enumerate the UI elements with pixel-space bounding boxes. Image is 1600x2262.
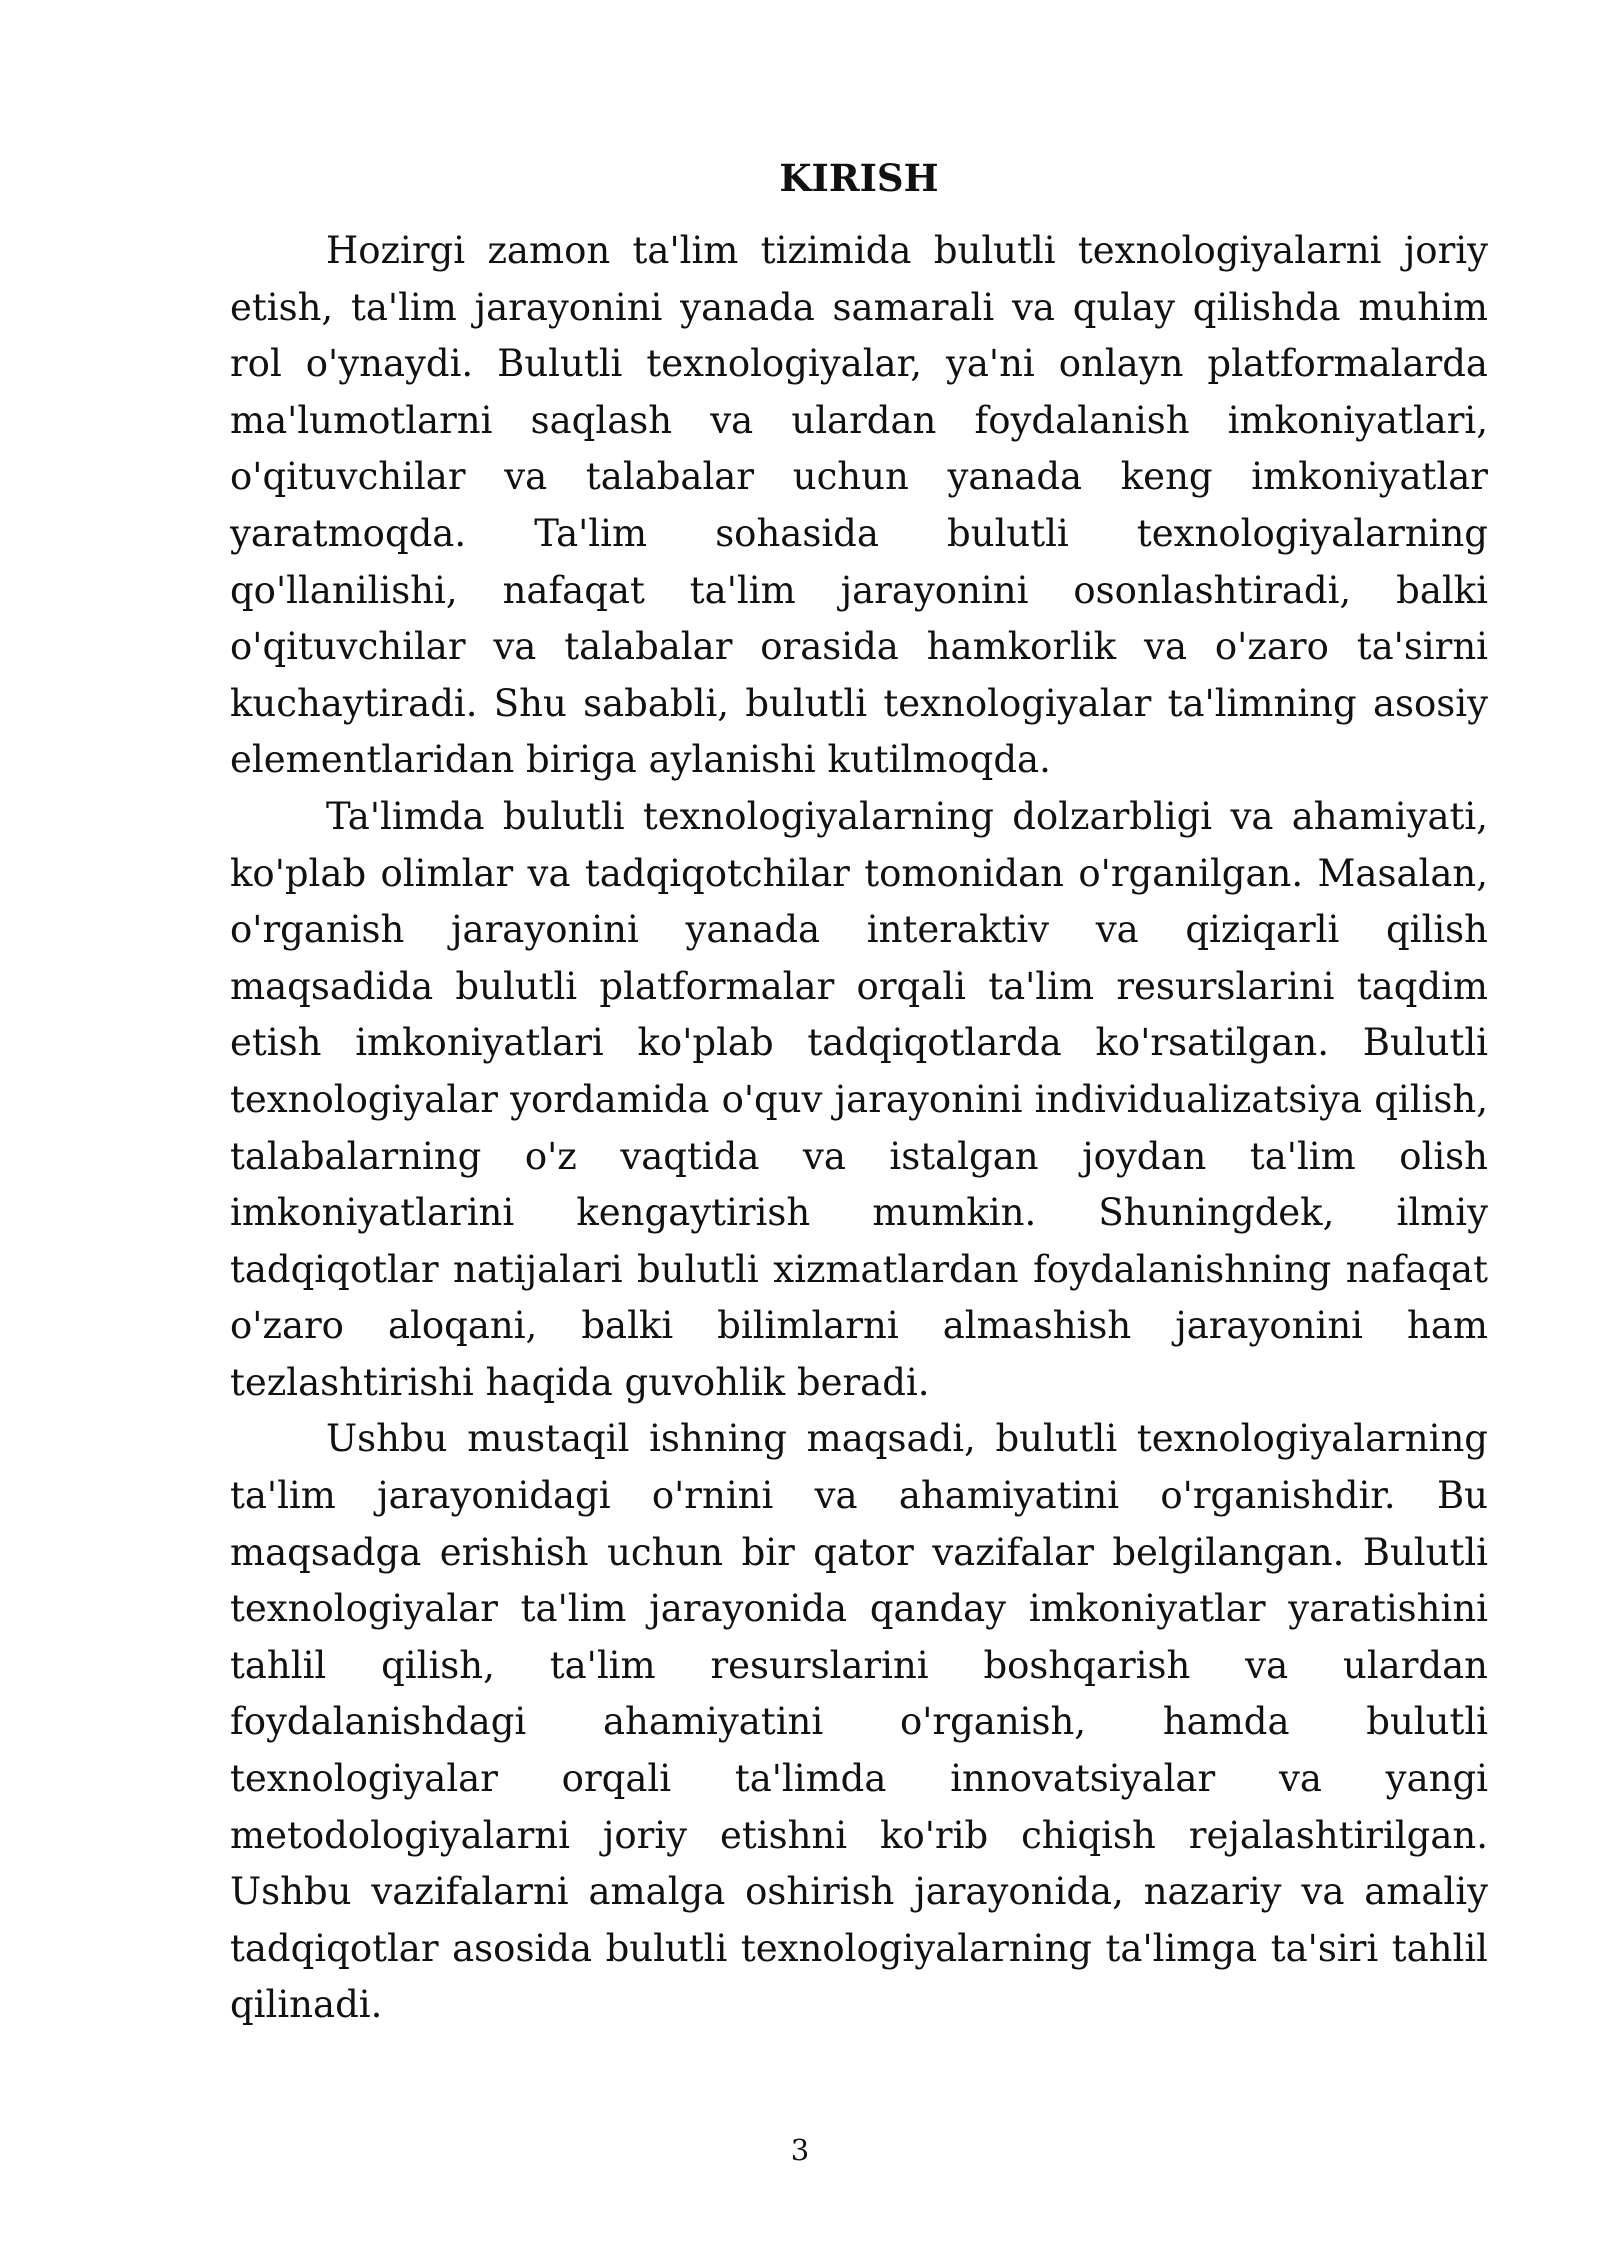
page-title: KIRISH: [779, 156, 939, 200]
page-number: 3: [790, 2133, 810, 2167]
paragraph-2: Ta'limda bulutli texnologiyalarning dolzarbligi va ahamiyati, ko'plab olimlar va tadqiqotchilar tomonidan o'rganilgan. Masalan, o'rganish jarayonini yanada interaktiv va qiziqarli qilish maqsadida bulutli platformalar orqali ta'lim resurslarini taqdim etish imkoniyatlari ko'plab tadqiqotlarda ko'rsatilgan. Bulutli texnologiyalar yordamida o'quv jarayonini individualizatsiya qilish, talabalarning o'z vaqtida va istalgan joydan ta'lim olish imkoniyatlarini kengaytirish mumkin. Shuningdek, ilmiy tadqiqotlar natijalari bulutli xizmatlardan foydalanishning nafaqat o'zaro aloqani, balki bilimlarni almashish jarayonini ham tezlashtirishi haqida guvohlik beradi.: [230, 794, 1488, 1404]
paragraph-1: Hozirgi zamon ta'lim tizimida bulutli texnologiyalarni joriy etish, ta'lim jarayonini yanada samarali va qulay qilishda muhim rol o'ynaydi. Bulutli texnologiyalar, ya'ni onlayn platformalarda ma'lumotlarni saqlash va ulardan foydalanish imkoniyatlari, o'qituvchilar va talabalar uchun yanada keng imkoniyatlar yaratmoqda. Ta'lim sohasida bulutli texnologiyalarning qo'llanilishi, nafaqat ta'lim jarayonini osonlashtiradi, balki o'qituvchilar va talabalar orasida hamkorlik va o'zaro ta'sirni kuchaytiradi. Shu sababli, bulutli texnologiyalar ta'limning asosiy elementlaridan biriga aylanishi kutilmoqda.: [230, 229, 1488, 782]
page-content: [230, 150, 1488, 2034]
paragraph-3: Ushbu mustaqil ishning maqsadi, bulutli texnologiyalarning ta'lim jarayonidagi o'rnini va ahamiyatini o'rganishdir. Bu maqsadga erishish uchun bir qator vazifalar belgilangan. Bulutli texnologiyalar ta'lim jarayonida qanday imkoniyatlar yaratishini tahlil qilish, ta'lim resurslarini boshqarish va ulardan foydalanishdagi ahamiyatini o'rganish, hamda bulutli texnologiyalar orqali ta'limda innovatsiyalar va yangi metodologiyalarni joriy etishni ko'rib chiqish rejalashtirilgan. Ushbu vazifalarni amalga oshirish jarayonida, nazariy va amaliy tadqiqotlar asosida bulutli texnologiyalarning ta'limga ta'siri tahlil qilinadi.: [230, 1417, 1488, 2027]
